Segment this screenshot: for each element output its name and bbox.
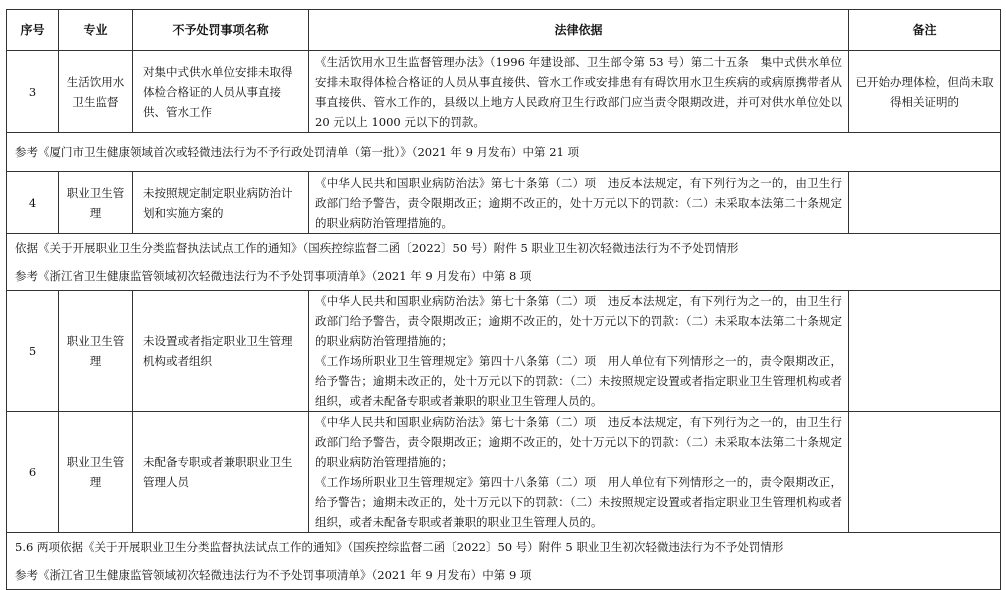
header-row: [7, 10, 1001, 51]
row-seq: 4: [7, 172, 59, 234]
row-field: 生活饮用水卫生监督: [59, 51, 133, 133]
law-paragraph: 《中华人民共和国职业病防治法》第七十条第（二）项 违反本法规定，有下列行为之一的，由卫生行政部门给予警告，责令限期改正；逾期不改正的，处十万元以下的罚款：（二）未采取本法第二十条规定的职业病防治管理措施的；: [315, 294, 842, 348]
law-paragraph: 《工作场所职业卫生管理规定》第四十八条第（二）项 用人单位有下列情形之一的，责令限期改正，给予警告；逾期未改正的，处十万元以下的罚款：（二）未按照规定设置或者指定职业卫生管理机构或者组织，或者未配备专职或者兼职的职业卫生管理人员的。: [315, 475, 842, 529]
reference-text: 参考《厦门市卫生健康领域首次或轻微违法行为不予行政处罚清单（第一批）》（2021 年 9 月发布）中第 21 项: [7, 133, 1001, 172]
row-field: 职业卫生管理: [59, 291, 133, 412]
row-item: 未按照规定制定职业病防治计划和实施方案的: [133, 172, 309, 234]
row-field: 职业卫生管理: [59, 172, 133, 234]
header-item: 不予处罚事项名称: [133, 10, 309, 51]
reference-text: 参考《浙江省卫生健康监管领域初次轻微违法行为不予处罚事项清单》（2021 年 9 月发布）中第 9 项: [15, 568, 532, 582]
table-row: [7, 291, 1001, 412]
table-row: [7, 172, 1001, 234]
row-item: 未设置或者指定职业卫生管理机构或者组织: [133, 291, 309, 412]
header-field: 专业: [59, 10, 133, 51]
row-law: [309, 412, 849, 533]
row-note: [849, 412, 1001, 533]
penalty-exemption-table: [6, 9, 1001, 590]
reference-cell: [7, 234, 1001, 291]
row-law: [309, 291, 849, 412]
reference-text: 依据《关于开展职业卫生分类监督执法试点工作的通知》（国疾控综监督二函〔2022〕50 号）附件 5 职业卫生初次轻微违法行为不予处罚情形: [15, 241, 739, 255]
row-item: 未配备专职或者兼职职业卫生管理人员: [133, 412, 309, 533]
table-row: [7, 412, 1001, 533]
row-item: 对集中式供水单位安排未取得体检合格证的人员从事直接供、管水工作: [133, 51, 309, 133]
reference-row: [7, 533, 1001, 590]
reference-text: 参考《浙江省卫生健康监管领域初次轻微违法行为不予处罚事项清单》（2021 年 9 月发布）中第 8 项: [15, 269, 532, 283]
reference-text: 5.6 两项依据《关于开展职业卫生分类监督执法试点工作的通知》（国疾控综监督二函〔2022〕50 号）附件 5 职业卫生初次轻微违法行为不予处罚情形: [15, 540, 784, 554]
row-seq: 5: [7, 291, 59, 412]
header-law: 法律依据: [309, 10, 849, 51]
law-paragraph: 《工作场所职业卫生管理规定》第四十八条第（二）项 用人单位有下列情形之一的，责令限期改正，给予警告；逾期未改正的，处十万元以下的罚款：（二）未按照规定设置或者指定职业卫生管理机构或者组织，或者未配备专职或者兼职的职业卫生管理人员的。: [315, 354, 842, 408]
reference-row: [7, 234, 1001, 291]
row-note: [849, 172, 1001, 234]
row-seq: 6: [7, 412, 59, 533]
header-seq: 序号: [7, 10, 59, 51]
row-seq: 3: [7, 51, 59, 133]
row-note: [849, 291, 1001, 412]
law-paragraph: 《中华人民共和国职业病防治法》第七十条第（二）项 违反本法规定，有下列行为之一的，由卫生行政部门给予警告，责令限期改正；逾期不改正的，处十万元以下的罚款：（二）未采取本法第二十条规定的职业病防治管理措施的；: [315, 415, 842, 469]
header-note: 备注: [849, 10, 1001, 51]
row-law: 《生活饮用水卫生监督管理办法》（1996 年建设部、卫生部令第 53 号）第二十五条 集中式供水单位安排未取得体检合格证的人员从事直接供、管水工作或安排患有有碍饮用水卫生疾病的或病原携带者从事直接供、管水工作的，县级以上地方人民政府卫生行政部门应当责令限期改进，并可对供水单位处以 20 元以上 1000 元以下的罚款。: [309, 51, 849, 133]
reference-cell: [7, 533, 1001, 590]
row-field: 职业卫生管理: [59, 412, 133, 533]
row-note: 已开始办理体检，但尚未取得相关证明的: [849, 51, 1001, 133]
table-row: [7, 51, 1001, 133]
reference-row: [7, 133, 1001, 172]
row-law: 《中华人民共和国职业病防治法》第七十条第（二）项 违反本法规定，有下列行为之一的，由卫生行政部门给予警告，责令限期改正；逾期不改正的，处十万元以下的罚款：（二）未采取本法第二十条规定的职业病防治管理措施的。: [309, 172, 849, 234]
